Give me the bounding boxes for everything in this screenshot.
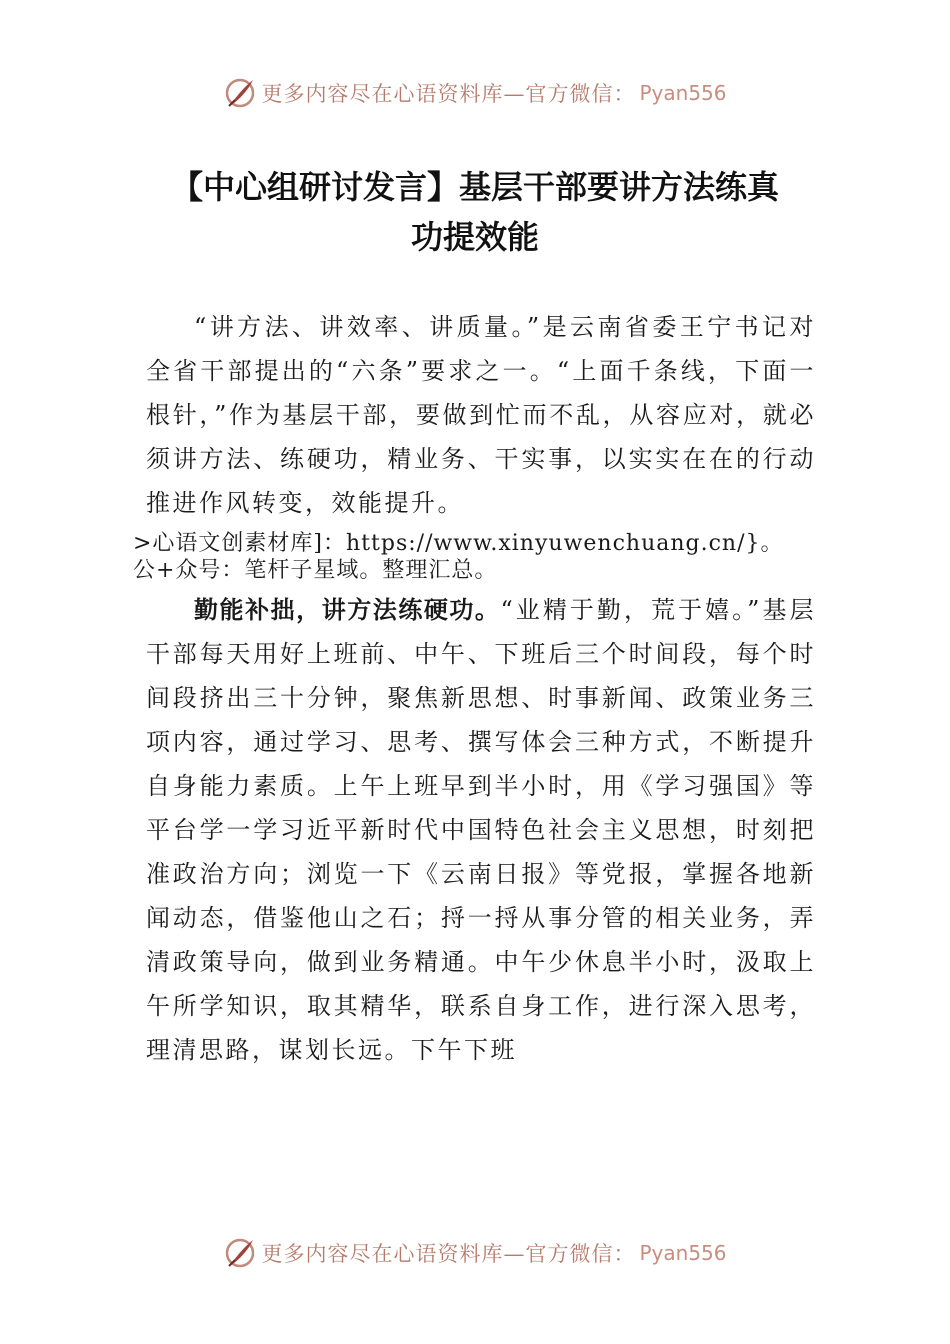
header-watermark	[0, 71, 950, 115]
feather-pen-logo-icon	[223, 76, 257, 110]
paragraph-section-1	[146, 588, 816, 1072]
source-note	[133, 530, 833, 584]
footer-watermark	[0, 1231, 950, 1275]
source-note-line-2: 公+众号：笔杆子星域。整理汇总。	[133, 558, 498, 583]
section-heading: 勤能补拙，讲方法练硬功。	[194, 596, 501, 624]
feather-pen-logo-icon	[223, 1236, 257, 1270]
watermark-wechat-id: Pyan556	[639, 1241, 727, 1265]
watermark-wechat-id: Pyan556	[639, 81, 727, 105]
section-body: “业精于勤，荒于嬉。”基层干部每天用好上班前、中午、下班后三个时间段，每个时间段挤出三十分钟，聚焦新思想、时事新闻、政策业务三项内容，通过学习、思考、撰写体会三种方式，不断提升自身能力素质。上午上班早到半小时，用《学习强国》等平台学一学习近平新时代中国特色社会主义思想，时刻把准政治方向；浏览一下《云南日报》等党报，掌握各地新闻动态，借鉴他山之石；捋一捋从事分管的相关业务，弄清政策导向，做到业务精通。中午少休息半小时，汲取上午所学知识，取其精华，联系自身工作，进行深入思考，理清思路，谋划长远。下午下班	[146, 596, 816, 1064]
title-line-2: 功提效能	[410, 218, 539, 256]
watermark-text: 更多内容尽在心语资料库—官方微信：	[261, 1242, 636, 1266]
source-note-line-1: >心语文创素材库]：https://www.xinyuwenchuang.cn/}。	[133, 531, 784, 556]
watermark-text: 更多内容尽在心语资料库—官方微信：	[261, 82, 636, 106]
title-line-1: 【中心组研讨发言】基层干部要讲方法练真	[170, 168, 779, 206]
paragraph-intro: “讲方法、讲效率、讲质量。”是云南省委王宁书记对全省干部提出的“六条”要求之一。“上面千条线，下面一根针，”作为基层干部，要做到忙而不乱，从容应对，就必须讲方法、练硬功，精业务、干实事，以实实在在的行动推进作风转变，效能提升。	[146, 313, 816, 517]
document-title	[100, 162, 850, 262]
